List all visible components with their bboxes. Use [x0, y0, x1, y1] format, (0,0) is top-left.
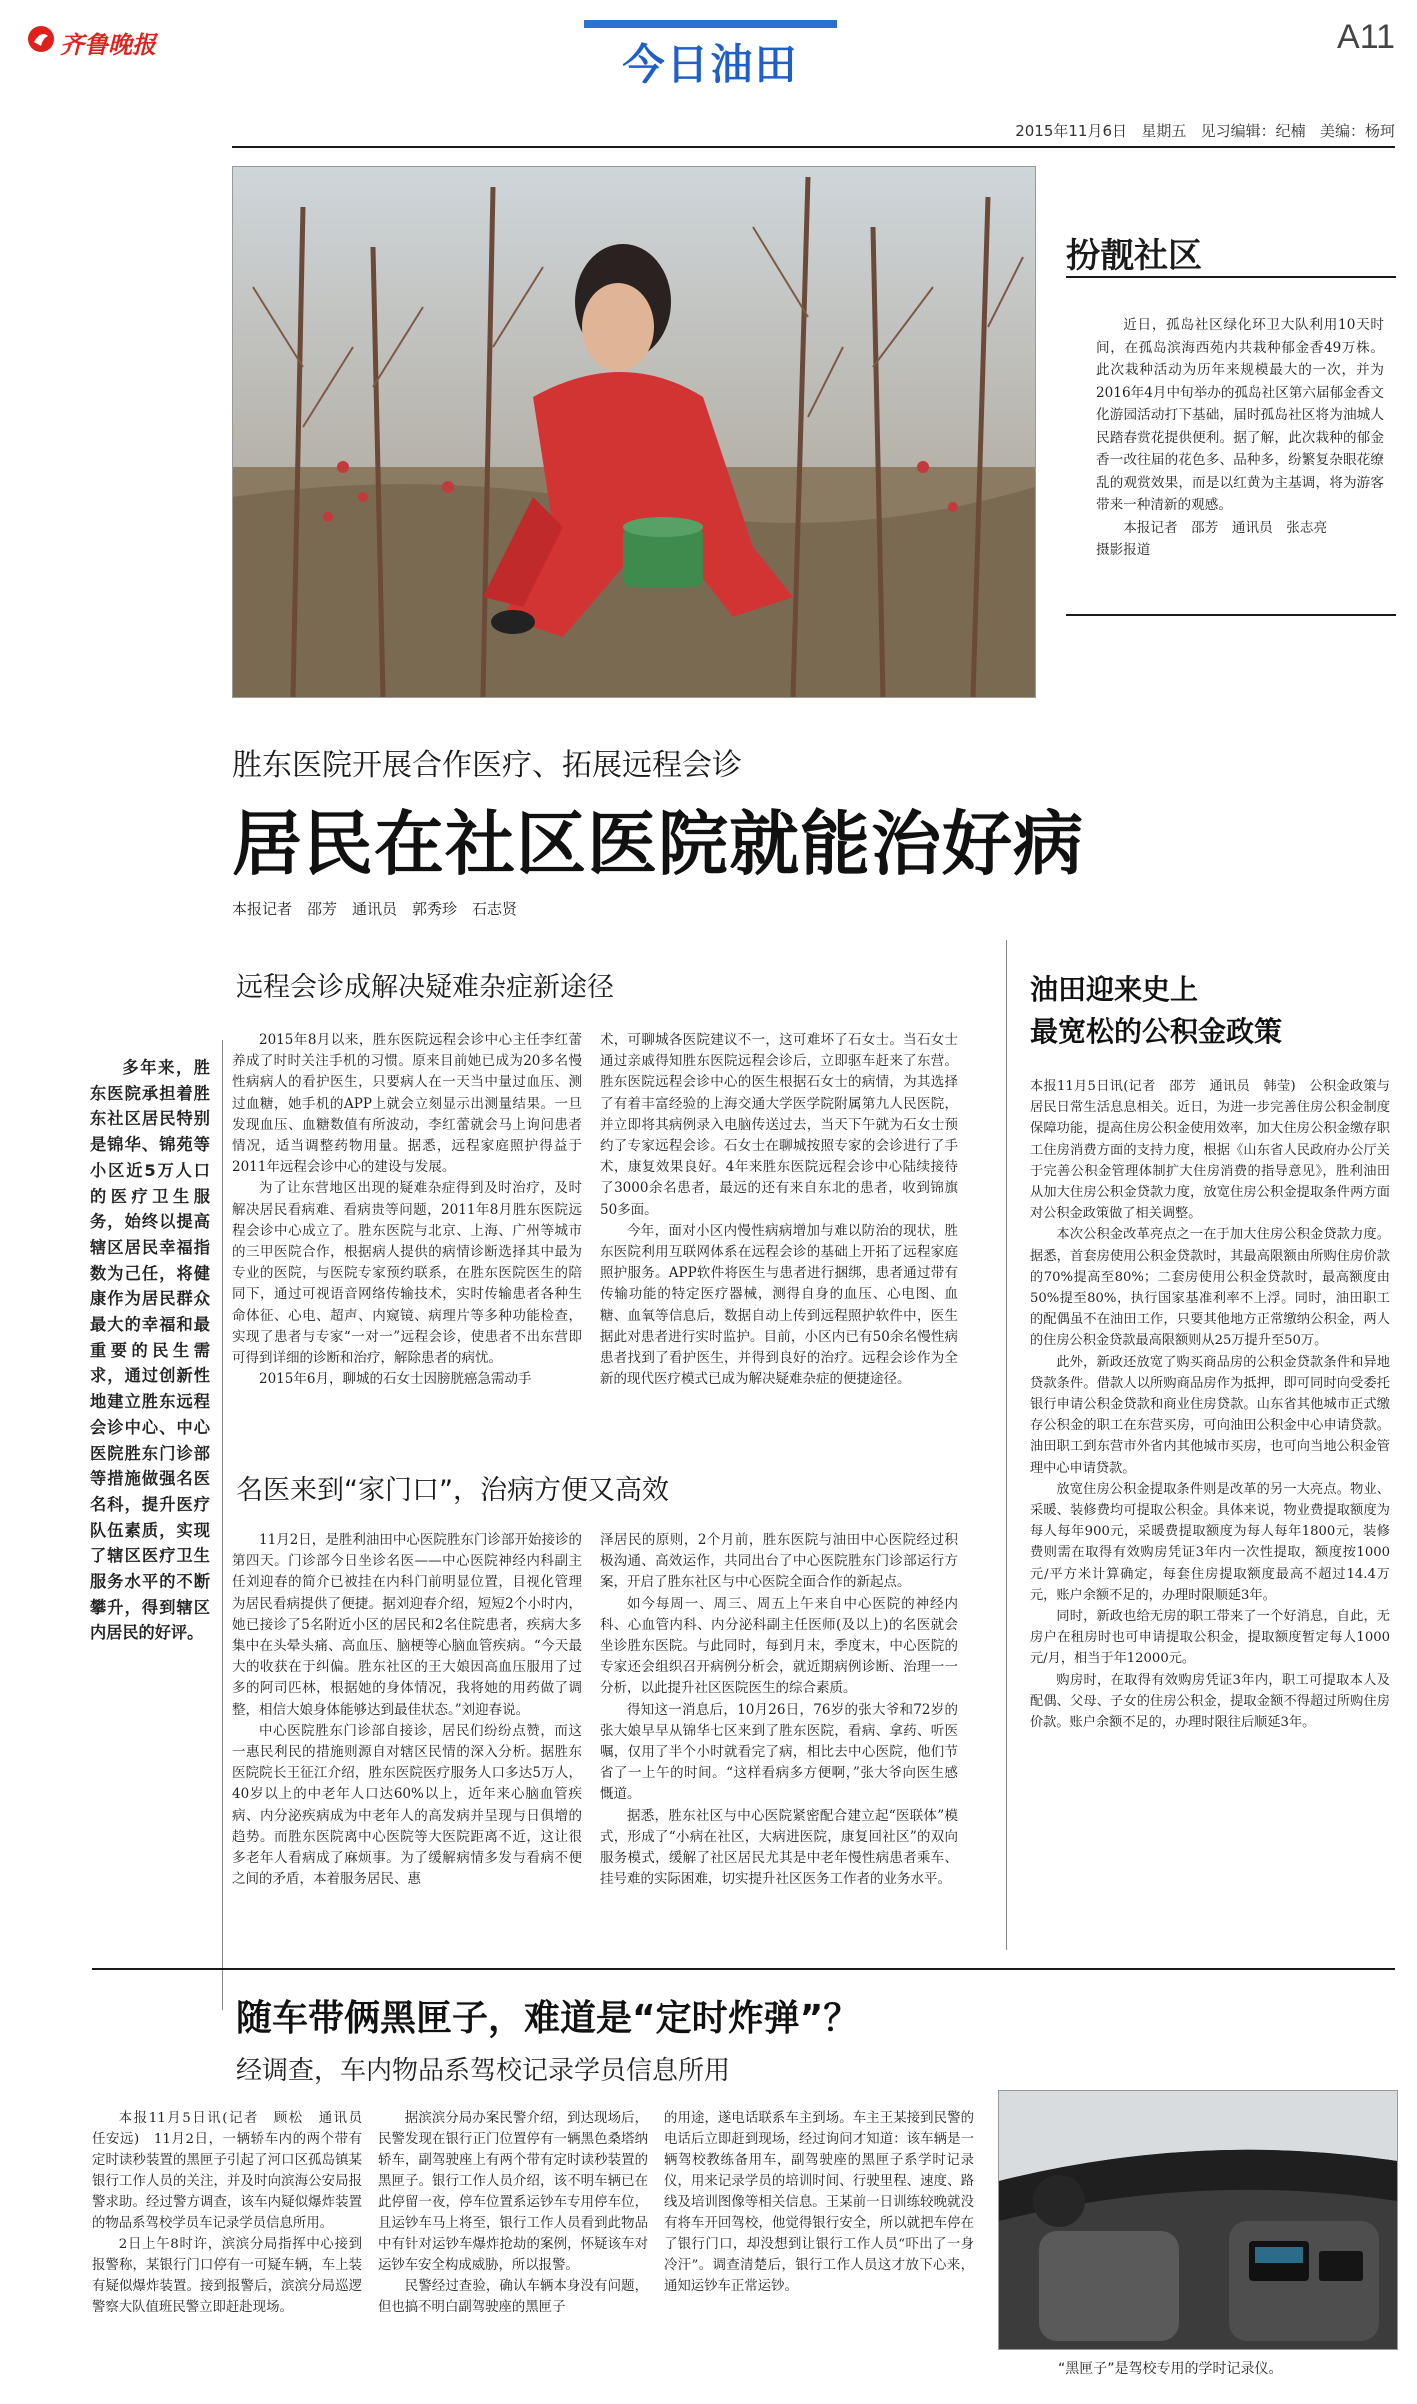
bottom-col-1-p1: 本报11月5日讯(记者 顾松 通讯员 任安远) 11月2日，一辆轿车内的两个带有定时读秒装置的黑匣子引起了河口区孤岛镇某银行工作人员的关注，并及时向滨海公安局报警求助。经过警方调查，该车内疑似爆炸装置的物品系驾校学员车记录学员信息所用。	[92, 2111, 376, 2231]
feature-credit: 本报记者 邵芳 通讯员 张志亮	[1123, 519, 1328, 536]
dateline	[1015, 120, 1395, 141]
feature-photo	[232, 166, 1036, 698]
side-divider	[1006, 940, 1007, 1950]
side-p3: 此外，新政还放宽了购买商品房的公积金贷款条件和异地贷款条件。借款人以所购商品房作为抵押，即可同时向受委托银行申请公积金贷款和商业住房贷款。山东省其他城市正式缴存公积金的职工在东营买房，可向油田公积金中心申请贷款。油田职工到东营市外省内其他城市买房，也可向当地公积金管理中心申请贷款。	[1030, 1354, 1390, 1476]
bottom-col-3-p1: 的用途，遂电话联系车主到场。车主王某接到民警的电话后立即赶到现场，经过询问才知道：该车辆是一辆驾校教练备用车，副驾驶座的黑匣子系学时记录仪，用来记录学员的培训时间、行驶里程、速度、路线及培训图像等相关信息。王某前一日训练较晚就没有将车开回驾校，他觉得银行安全，所以就把车停在了银行门口，却没想到让银行工作人员“吓出了一身冷汗”。调查清楚后，银行工作人员这才放下心来，通知运钞车正常运钞。	[664, 2111, 974, 2294]
doctor-col-1-p2: 中心医院胜东门诊部自接诊，居民们纷纷点赞，而这一惠民利民的措施则源自对辖区民情的深入分析。据胜东医院院长王征江介绍，胜东医院医疗服务人口多达5万人，40岁以上的中老年人口达60%以上，近年来心脑血管疾病、内分泌疾病成为中老年人的高发病并呈现与日俱增的趋势。而胜东医院离中心医院等大医院距离不近，这让很多老年人看病成了麻烦事。为了缓解病情多发与看病不便之间的矛盾，本着服务居民、惠	[232, 1722, 582, 1888]
subhead-remote: 远程会诊成解决疑难杂症新途径	[236, 972, 614, 1003]
remote-col-2-p2: 今年，面对小区内慢性病病增加与难以防治的现状，胜东医院利用互联网体系在远程会诊的基础上开拓了远程家庭照护服务。APP软件将医生与患者进行捆绑，患者通过带有传输功能的特定医疗器械，测得自身的血压、心电图、血糖、血氧等信息后，数据自动上传到远程照护软件中，医生据此对患者进行实时监护。目前，小区内已有50余名慢性病患者找到了看护医生，并得到良好的治疗。远程会诊作为全新的现代医疗模式已成为解决疑难杂症的便捷途径。	[600, 1222, 958, 1388]
remote-col-2	[600, 1030, 958, 1390]
bottom-col-3	[664, 2108, 974, 2297]
feature-title: 扮靓社区	[1066, 236, 1202, 276]
side-p5: 同时，新政也给无房的职工带来了一个好消息，自此，无房户在租房时也可申请提取公积金，提取额度暂定每人1000元/月，相当于年12000元。	[1030, 1609, 1390, 1667]
date: 2015年11月6日	[1015, 122, 1128, 140]
logo-icon	[26, 24, 56, 54]
side-p4: 放宽住房公积金提取条件则是改革的另一大亮点。物业、采暖、装修费均可提取公积金。具体来说，物业费提取额度为每人每年900元，采暖费提取额度为每人每年1800元，装修费则需在取得有效购房凭证3年内一次性提取，额度按1000元/平方米计算确定，每套住房提取额度最高不超过14.4万元，账户余额不足的，办理时限顺延3年。	[1030, 1481, 1390, 1603]
masthead	[0, 0, 1417, 150]
bottom-section-rule	[92, 1968, 1395, 1970]
bottom-col-1-p2: 2日上午8时许，滨滨分局指挥中心接到报警称，某银行门口停有一可疑车辆，车上装有疑似爆炸装置。接到报警后，滨滨分局巡逻警察大队值班民警立即赶赴现场。	[92, 2237, 362, 2315]
side-p2: 本次公积金改革亮点之一在于加大住房公积金贷款力度。据悉，首套房使用公积金贷款时，其最高限额由所购住房价款的70%提高至80%；二套房使用公积金贷款时，最高额度由50%提至80%，执行国家基准利率不上浮。同时，油田职工的配偶虽不在油田工作，只要其他地方正常缴纳公积金，两人的住房公积金贷款最高限额则从25万提升至50万。	[1030, 1227, 1390, 1349]
main-kicker: 胜东医院开展合作医疗、拓展远程会诊	[232, 748, 742, 783]
doctor-col-2-p1: 泽居民的原则，2个月前，胜东医院与油田中心医院经过积极沟通、高效运作，共同出台了中心医院胜东门诊部运行方案，开启了胜东社区与中心医院全面合作的新起点。	[600, 1532, 958, 1591]
bottom-headline: 随车带俩黑匣子，难道是“定时炸弹”？	[236, 1998, 860, 2039]
doctor-col-2	[600, 1530, 958, 1890]
newspaper-logo	[26, 22, 176, 58]
doctor-col-2-p3: 得知这一消息后，10月26日，76岁的张大爷和72岁的张大娘早早从锦华七区来到了胜东医院，看病、拿药、听医嘱，仅用了半个小时就看完了病，相比去中心医院，他们节省了一上午的时间。“这样看病多方便啊，”张大爷向医生感慨道。	[600, 1701, 958, 1803]
feature-body	[1096, 314, 1384, 562]
remote-col-2-p1: 术，可聊城各医院建议不一，这可难坏了石女士。当石女士通过亲戚得知胜东医院远程会诊后，立即驱车赶来了东营。胜东医院远程会诊中心的医生根据石女士的病情，为其选择了有着丰富经验的上海交通大学医学院附属第九人民医院，并立即将其病例录入电脑传送过去，当天下午就为石女士预约了专家远程会诊。石女士在聊城按照专家的会诊进行了手术，康复效果良好。4年来胜东医院远程会诊中心陆续接待了3000余名患者，最远的还有来自东北的患者，收到锦旗50多面。	[600, 1032, 958, 1218]
main-lead	[90, 1055, 210, 1646]
doctor-col-1	[232, 1530, 582, 1890]
car-interior-photo	[999, 2091, 1397, 2349]
doctor-col-1-p1: 11月2日，是胜利油田中心医院胜东门诊部开始接诊的第四天。门诊部今日坐诊名医——中心医院神经内科副主任刘迎春的简介已被挂在内科门前明显位置，目视化管理为居民看病提供了便捷。据刘迎春介绍，短短2个小时内，她已接诊了5名附近小区的居民和2名住院患者，疾病大多集中在头晕头痛、高血压、脑梗等心脑血管疾病。“今天最大的收获在于纠偏。胜东社区的王大娘因高血压服用了过多的阿司匹林，根据她的身体情况，我将她的用药做了调整，相信大娘身体能够达到最佳状态。”刘迎春说。	[232, 1532, 582, 1718]
editor: 见习编辑：纪楠	[1200, 122, 1306, 140]
doctor-col-2-p2: 如今每周一、周三、周五上午来自中心医院的神经内科、心血管内科、内分泌科副主任医师(及以上)的名医就会坐诊胜东医院。与此同时，每到月末，季度末，中心医院的专家还会组织召开病例分析会，就近期病例诊断、治理一一分析，以此提升社区医院医生的综合素质。	[600, 1595, 958, 1697]
main-byline: 本报记者 邵芳 通讯员 郭秀珍 石志贤	[232, 900, 518, 918]
section-title: 今日油田	[622, 40, 799, 89]
side-headline-1: 油田迎来史上	[1030, 973, 1199, 1006]
weekday: 星期五	[1141, 122, 1187, 140]
subhead-doctor: 名医来到“家门口”，治病方便又高效	[236, 1475, 669, 1506]
tree-planting-photo	[233, 167, 1035, 697]
side-body	[1030, 1076, 1390, 1733]
bottom-col-2-p2: 民警经过查验，确认车辆本身没有问题，但也搞不明白副驾驶座的黑匣子	[378, 2279, 648, 2315]
side-p1: 本报11月5日讯(记者 邵芳 通讯员 韩莹) 公积金政策与居民日常生活息息相关。近日，为进一步完善住房公积金制度保障功能，提高住房公积金使用效率，加大住房公积金缴存职工住房消费方面的支持力度，根据《山东省人民政府办公厅关于完善公积金管理体制扩大住房消费的指导意见》，胜利油田从加大住房公积金贷款力度，放宽住房公积金提取条件两方面对公积金政策做了相关调整。	[1030, 1079, 1390, 1222]
remote-col-1	[232, 1030, 582, 1390]
section-banner	[584, 20, 837, 88]
remote-col-1-p2: 为了让东营地区出现的疑难杂症得到及时治疗，及时解决居民看病难、看病贵等问题，2011年8月胜东医院远程会诊中心成立了。胜东医院与北京、上海、广州等城市的三甲医院合作，根据病人提供的病情诊断选择其中最为专业的医院，与医院专家预约联系，在胜东医院医生的陪同下，通过可视语音网络传输技术，实时传输患者各种生命体征、心电、超声、内窥镜、病理片等多种功能检查，实现了患者与专家“一对一”远程会诊，使患者不出东营即可得到详细的诊断和治疗，解除患者的病忧。	[232, 1180, 582, 1367]
feature-body-text: 近日，孤岛社区绿化环卫大队利用10天时间，在孤岛滨海西苑内共栽种郁金香49万株。此次栽种活动为历年来规模最大的一次，并为2016年4月中旬举办的孤岛社区第六届郁金香文化游园活动打下基础，届时孤岛社区将为油城人民踏春赏花提供便利。据了解，此次栽种的郁金香一改往届的花色多、品种多，纷繁复杂眼花缭乱的观赏效果，而是以红黄为主基调，将为游客带来一种清新的观感。	[1096, 317, 1384, 513]
feature-bottom-rule	[1066, 614, 1396, 616]
masthead-rule	[232, 146, 1395, 148]
designer: 美编：杨珂	[1319, 122, 1395, 140]
page-number: A11	[1337, 18, 1395, 56]
feature-credit-2: 摄影报道	[1096, 542, 1151, 558]
side-headline-2: 最宽松的公积金政策	[1030, 1015, 1283, 1048]
logo-text: 齐鲁晚报	[60, 30, 156, 59]
bottom-col-1	[92, 2108, 376, 2318]
main-lead-text: 多年来，胜东医院承担着胜东社区居民特别是锦华、锦苑等小区近5万人口的医疗卫生服务，始终以提高辖区居民幸福指数为己任，将健康作为居民群众最大的幸福和最重要的民生需求，通过创新性地建立胜东远程会诊中心、中心医院胜东门诊部等措施做强名医名科，提升医疗队伍素质，实现了辖区医疗卫生服务水平的不断攀升，得到辖区内居民的好评。	[90, 1058, 210, 1643]
feature-title-rule	[1066, 276, 1396, 278]
photo-caption: “黑匣子”是驾校专用的学时记录仪。	[1058, 2361, 1283, 2377]
main-headline: 居民在社区医院就能治好病	[232, 803, 1084, 885]
feature-sidebar	[1050, 166, 1395, 696]
remote-col-1-p3: 2015年6月，聊城的石女士因膀胱癌急需动手	[259, 1371, 532, 1388]
bottom-col-2	[378, 2108, 648, 2318]
bottom-subhead: 经调查，车内物品系驾校记录学员信息所用	[236, 2056, 731, 2086]
side-p6: 购房时，在取得有效购房凭证3年内，职工可提取本人及配偶、父母、子女的住房公积金，提取金额不得超过所购住房价款。账户余额不足的，办理时限往后顺延3年。	[1030, 1672, 1390, 1731]
lead-divider	[222, 1040, 223, 2010]
black-box-photo	[998, 2090, 1398, 2350]
remote-col-1-p1: 2015年8月以来，胜东医院远程会诊中心主任李红蕾养成了时时关注手机的习惯。原来目前她已成为20多名慢性病病人的看护医生，只要病人在一天当中量过血压、测过血糖，她手机的APP上就会立刻显示出测量结果。一旦发现血压、血糖数值有所波动，李红蕾就会马上询问患者情况，适当调整药物用量。据悉，远程家庭照护得益于2011年远程会诊中心的建设与发展。	[232, 1032, 582, 1176]
bottom-col-2-p1: 据滨滨分局办案民警介绍，到达现场后，民警发现在银行正门位置停有一辆黑色桑塔纳轿车，副驾驶座上有两个带有定时读秒装置的黑匣子。银行工作人员介绍，该不明车辆已在此停留一夜，停车位置系运钞车专用停车位，且运钞车马上将至，银行工作人员看到此物品中有针对运钞车爆炸抢劫的案例，怀疑该车对运钞车安全构成威胁，所以报警。	[378, 2111, 648, 2273]
doctor-col-2-p4: 据悉，胜东社区与中心医院紧密配合建立起“医联体”模式，形成了“小病在社区，大病进医院，康复回社区”的双向服务模式，缓解了社区居民尤其是中老年慢性病患者乘车、挂号难的实际困难，切实提升社区医务工作者的业务水平。	[600, 1807, 958, 1888]
